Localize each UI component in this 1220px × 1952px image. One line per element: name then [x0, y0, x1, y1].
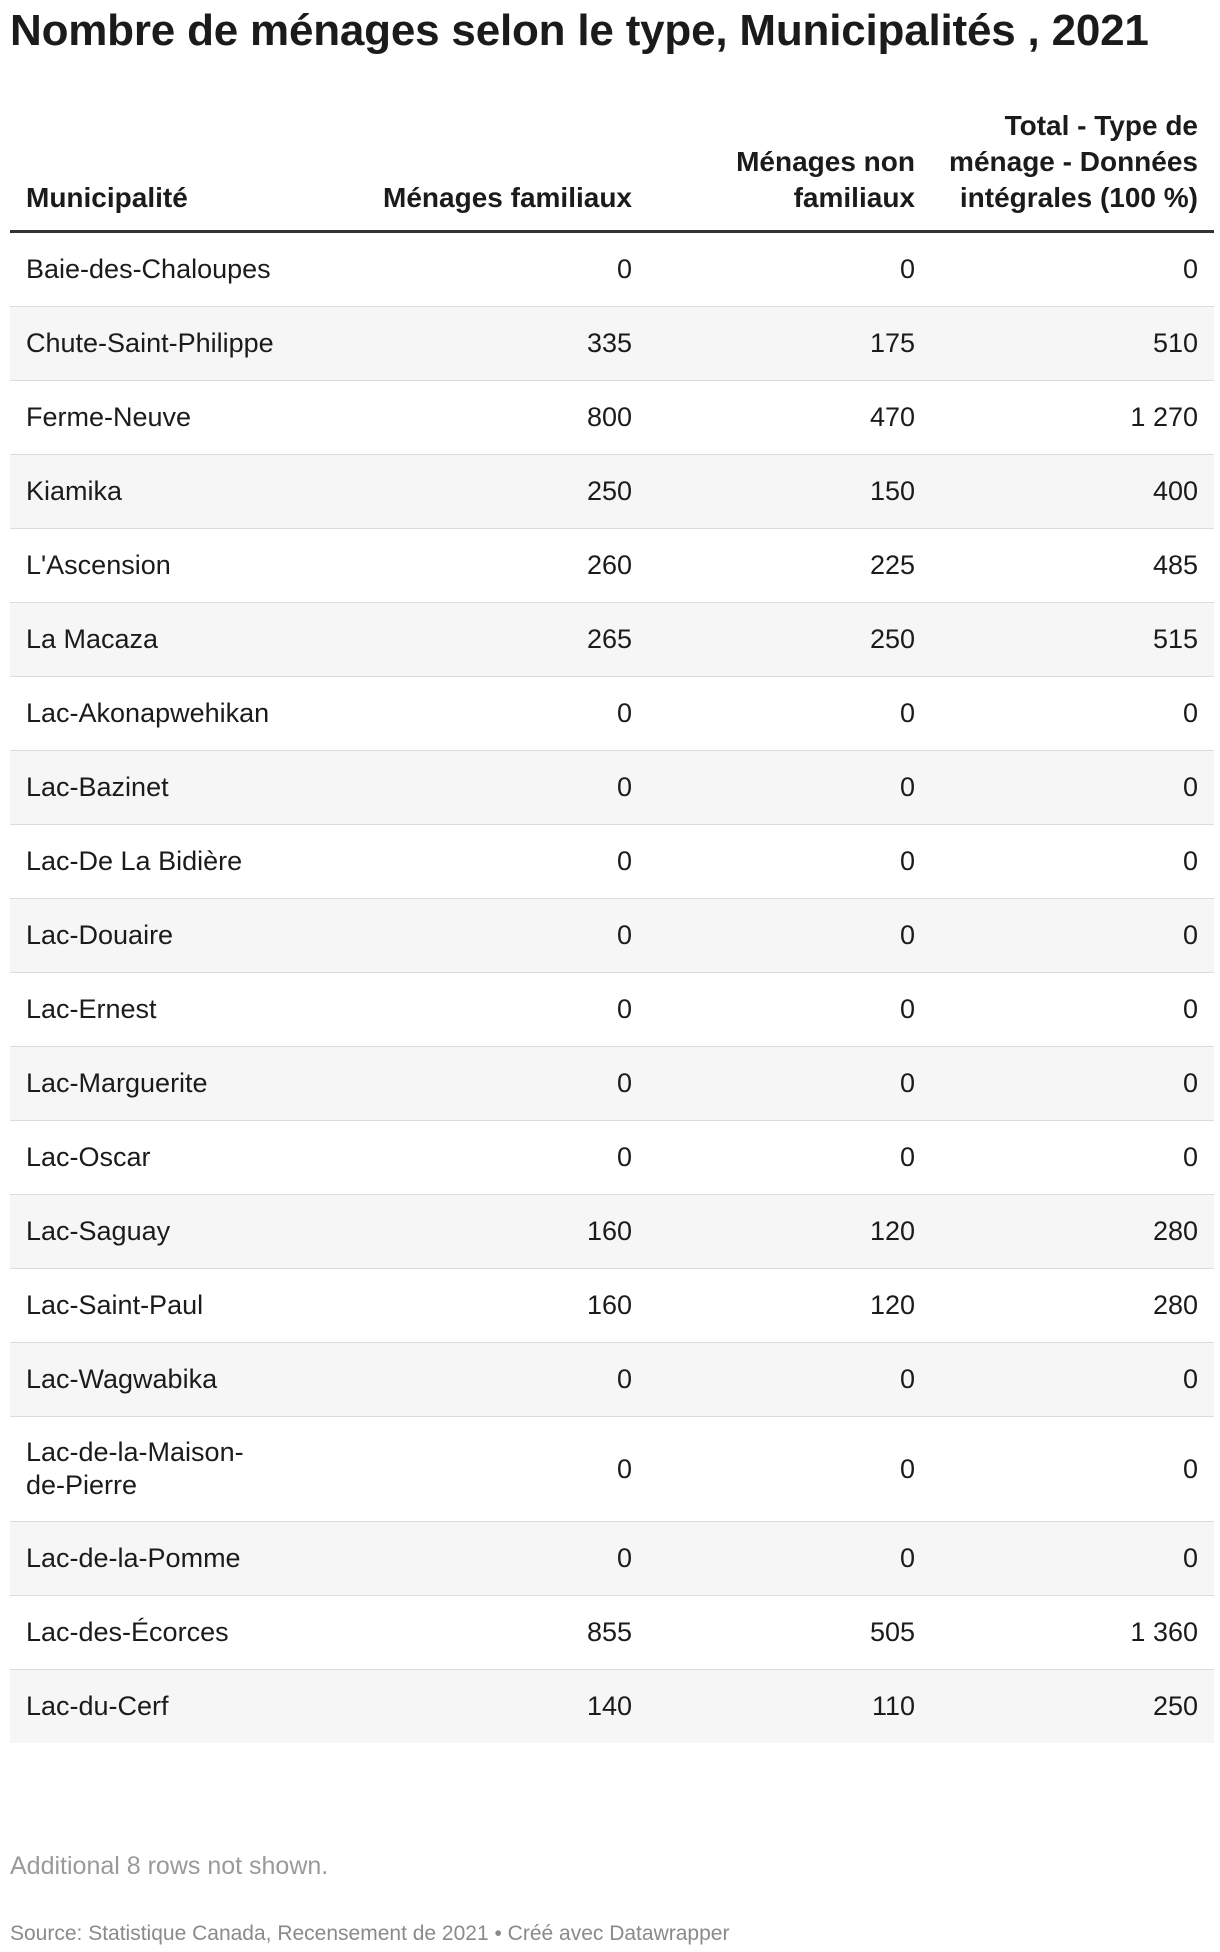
cell-total: 0 [931, 1343, 1214, 1417]
cell-menages-familiaux: 0 [328, 1047, 648, 1121]
cell-menages-non-familiaux: 0 [648, 1417, 931, 1522]
table-row [10, 973, 1214, 1047]
cell-menages-familiaux: 0 [328, 677, 648, 751]
cell-municipalite: La Macaza [10, 603, 328, 677]
table-row [10, 1670, 1214, 1744]
cell-menages-familiaux: 0 [328, 1343, 648, 1417]
cell-total: 0 [931, 1121, 1214, 1195]
cell-menages-non-familiaux: 505 [648, 1596, 931, 1670]
cell-municipalite: Lac-Marguerite [10, 1047, 328, 1121]
cell-menages-non-familiaux: 175 [648, 307, 931, 381]
cell-menages-non-familiaux: 250 [648, 603, 931, 677]
column-header-total[interactable]: Total - Type de ménage - Données intégrales (100 %) [931, 108, 1214, 232]
cell-total: 515 [931, 603, 1214, 677]
cell-menages-familiaux: 0 [328, 751, 648, 825]
cell-menages-familiaux: 0 [328, 899, 648, 973]
cell-total: 510 [931, 307, 1214, 381]
table-row [10, 1269, 1214, 1343]
cell-municipalite: Lac-Wagwabika [10, 1343, 328, 1417]
source-footer: Source: Statistique Canada, Recensement de 2021 • Créé avec Datawrapper [10, 1922, 730, 1945]
cell-menages-non-familiaux: 0 [648, 825, 931, 899]
cell-municipalite: Lac-du-Cerf [10, 1670, 328, 1744]
table-row [10, 751, 1214, 825]
cell-menages-non-familiaux: 120 [648, 1269, 931, 1343]
cell-menages-non-familiaux: 110 [648, 1670, 931, 1744]
cell-municipalite: Lac-Bazinet [10, 751, 328, 825]
cell-menages-familiaux: 800 [328, 381, 648, 455]
cell-menages-familiaux: 0 [328, 1417, 648, 1522]
table-row [10, 1343, 1214, 1417]
cell-municipalite: Lac-De La Bidière [10, 825, 328, 899]
table-row [10, 1417, 1214, 1522]
table-row [10, 529, 1214, 603]
cell-municipalite: L'Ascension [10, 529, 328, 603]
cell-total: 0 [931, 899, 1214, 973]
cell-menages-familiaux: 0 [328, 232, 648, 307]
column-header-menages-familiaux[interactable]: Ménages familiaux [328, 108, 648, 232]
table-row [10, 603, 1214, 677]
cell-total: 0 [931, 1522, 1214, 1596]
cell-menages-non-familiaux: 120 [648, 1195, 931, 1269]
cell-total: 0 [931, 825, 1214, 899]
cell-total: 485 [931, 529, 1214, 603]
cell-total: 1 360 [931, 1596, 1214, 1670]
cell-municipalite: Ferme-Neuve [10, 381, 328, 455]
table-row [10, 1047, 1214, 1121]
cell-total: 0 [931, 1047, 1214, 1121]
cell-menages-familiaux: 0 [328, 825, 648, 899]
table-row [10, 1522, 1214, 1596]
cell-total: 280 [931, 1269, 1214, 1343]
cell-menages-familiaux: 0 [328, 1121, 648, 1195]
table-row [10, 381, 1214, 455]
table-row [10, 1195, 1214, 1269]
cell-menages-familiaux: 335 [328, 307, 648, 381]
table-header [10, 108, 1214, 232]
cell-municipalite: Lac-Saguay [10, 1195, 328, 1269]
rows-hidden-note: Additional 8 rows not shown. [10, 1852, 329, 1880]
cell-total: 0 [931, 1417, 1214, 1522]
cell-menages-non-familiaux: 0 [648, 1522, 931, 1596]
cell-menages-non-familiaux: 0 [648, 677, 931, 751]
cell-menages-familiaux: 160 [328, 1269, 648, 1343]
cell-municipalite: Lac-Ernest [10, 973, 328, 1047]
column-header-municipalite[interactable]: Municipalité [10, 108, 328, 232]
cell-menages-familiaux: 855 [328, 1596, 648, 1670]
cell-menages-familiaux: 0 [328, 973, 648, 1047]
cell-municipalite: Lac-de-la-Maison-de-Pierre [10, 1417, 328, 1522]
cell-menages-non-familiaux: 0 [648, 899, 931, 973]
cell-menages-familiaux: 160 [328, 1195, 648, 1269]
cell-menages-familiaux: 265 [328, 603, 648, 677]
cell-total: 400 [931, 455, 1214, 529]
cell-menages-non-familiaux: 150 [648, 455, 931, 529]
table-row [10, 899, 1214, 973]
cell-municipalite: Chute-Saint-Philippe [10, 307, 328, 381]
cell-municipalite: Lac-Oscar [10, 1121, 328, 1195]
cell-menages-non-familiaux: 225 [648, 529, 931, 603]
table-row [10, 825, 1214, 899]
cell-total: 0 [931, 232, 1214, 307]
table-body [10, 232, 1214, 1744]
cell-municipalite: Baie-des-Chaloupes [10, 232, 328, 307]
table-row [10, 677, 1214, 751]
table-row [10, 1596, 1214, 1670]
cell-municipalite: Lac-des-Écorces [10, 1596, 328, 1670]
cell-total: 250 [931, 1670, 1214, 1744]
table-row [10, 232, 1214, 307]
cell-total: 0 [931, 677, 1214, 751]
cell-total: 0 [931, 751, 1214, 825]
cell-menages-non-familiaux: 0 [648, 751, 931, 825]
cell-menages-familiaux: 250 [328, 455, 648, 529]
cell-total: 1 270 [931, 381, 1214, 455]
cell-municipalite: Lac-Akonapwehikan [10, 677, 328, 751]
chart-title: Nombre de ménages selon le type, Municipalités , 2021 [10, 6, 1149, 55]
cell-menages-non-familiaux: 0 [648, 1343, 931, 1417]
cell-municipalite: Lac-Douaire [10, 899, 328, 973]
cell-menages-familiaux: 140 [328, 1670, 648, 1744]
cell-menages-non-familiaux: 0 [648, 973, 931, 1047]
cell-municipalite: Lac-Saint-Paul [10, 1269, 328, 1343]
cell-menages-non-familiaux: 0 [648, 1121, 931, 1195]
cell-menages-familiaux: 260 [328, 529, 648, 603]
data-table [10, 108, 1214, 1743]
cell-menages-non-familiaux: 470 [648, 381, 931, 455]
cell-menages-non-familiaux: 0 [648, 1047, 931, 1121]
cell-menages-familiaux: 0 [328, 1522, 648, 1596]
cell-total: 280 [931, 1195, 1214, 1269]
table-row [10, 307, 1214, 381]
column-header-menages-non-familiaux[interactable]: Ménages non familiaux [648, 108, 931, 232]
cell-municipalite: Kiamika [10, 455, 328, 529]
cell-total: 0 [931, 973, 1214, 1047]
table-row [10, 1121, 1214, 1195]
table-row [10, 455, 1214, 529]
cell-menages-non-familiaux: 0 [648, 232, 931, 307]
cell-municipalite: Lac-de-la-Pomme [10, 1522, 328, 1596]
